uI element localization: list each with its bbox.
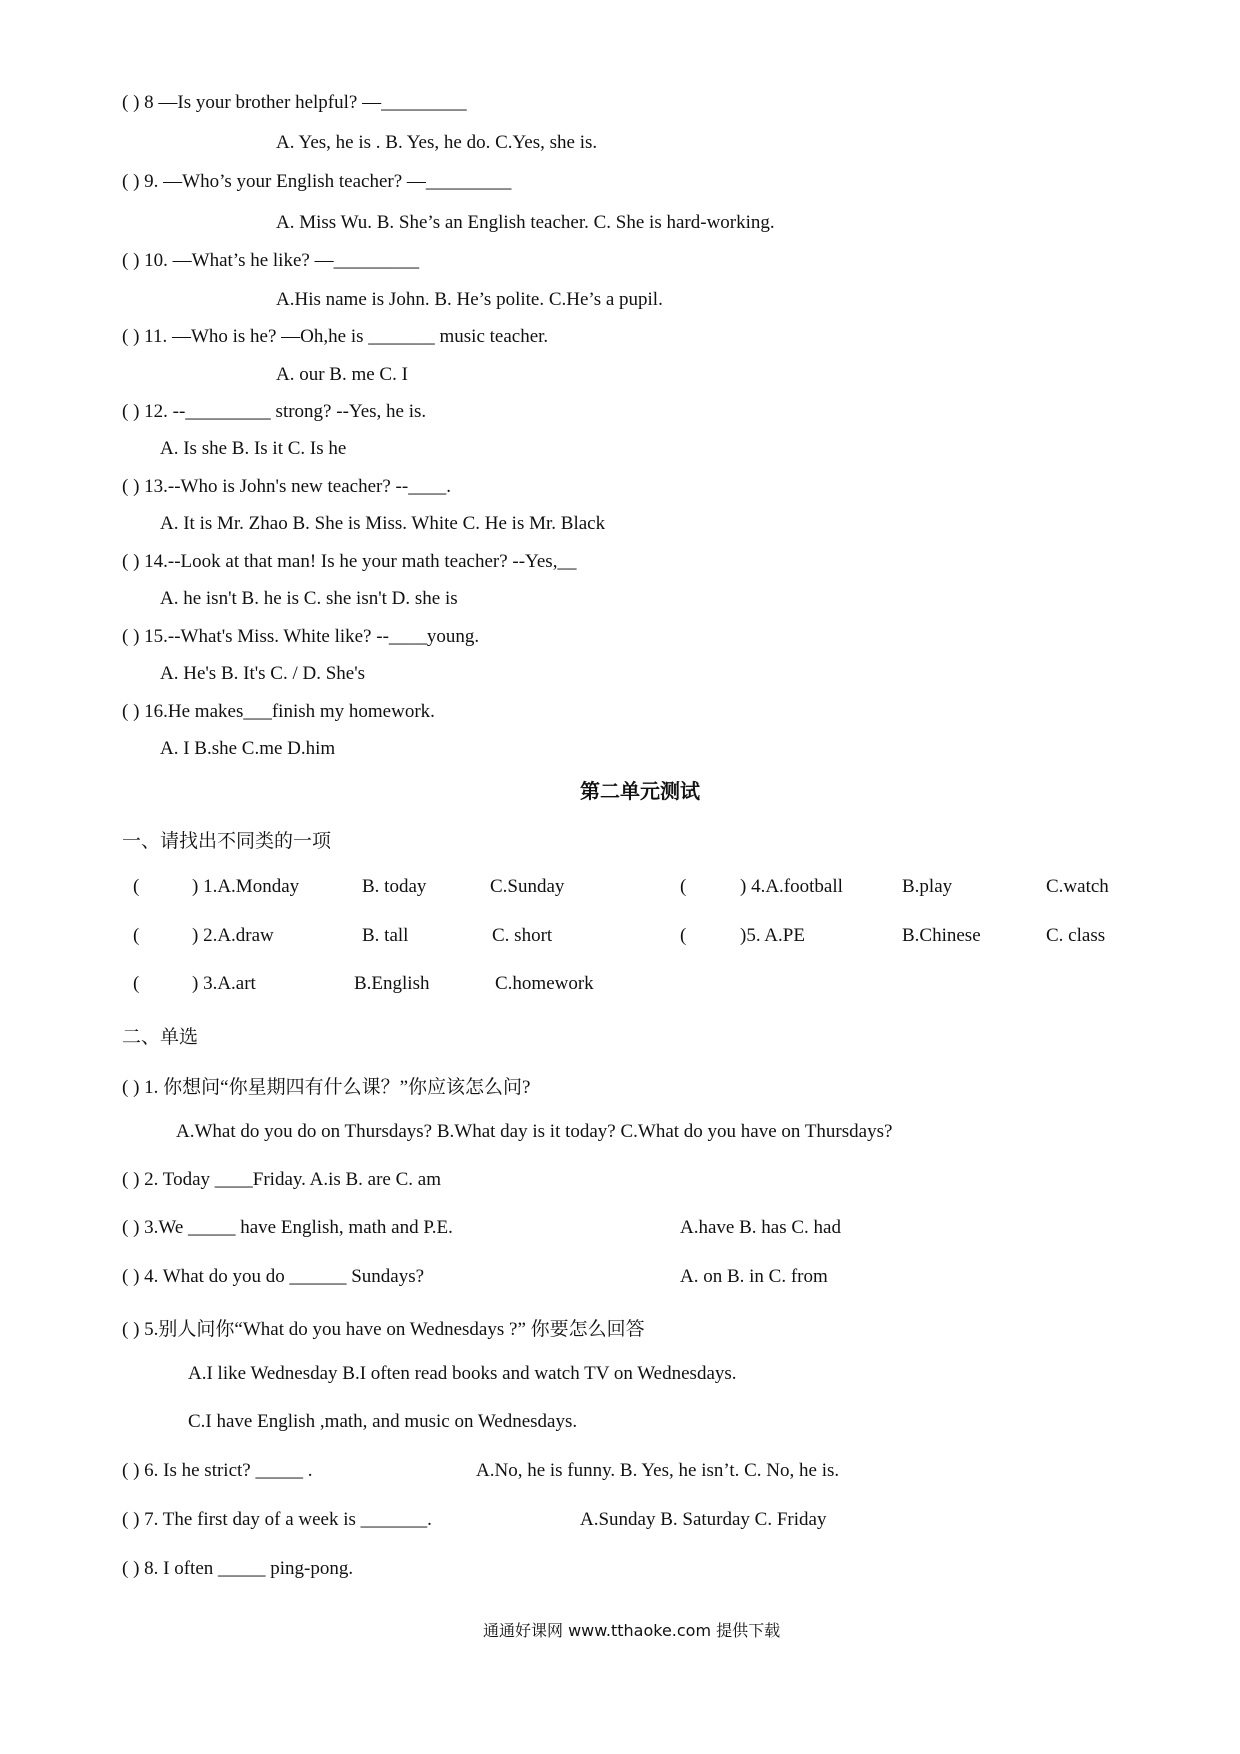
question-9-options: A. Miss Wu. B. She’s an English teacher. C. She is hard-working. (276, 212, 775, 233)
mc-question-3: ( ) 3.We _____ have English, math and P.E. (122, 1217, 453, 1238)
odd-one-out-row-2-c: C. short (492, 925, 553, 946)
footer-credit: 通通好课网 www.tthaoke.com 提供下载 (483, 1621, 781, 1640)
odd-one-out-row-4-paren: ( (680, 876, 687, 897)
mc-question-1: ( ) 1. 你想问“你星期四有什么课？”你应该怎么问? (122, 1077, 531, 1098)
question-15-options: A. He's B. It's C. / D. She's (160, 663, 366, 684)
question-16: ( ) 16.He makes___finish my homework. (122, 701, 435, 722)
mc-question-8: ( ) 8. I often _____ ping-pong. (122, 1558, 354, 1579)
mc-question-5: ( ) 5.别人问你“What do you have on Wednesdays ?” 你要怎么回答 (122, 1319, 645, 1340)
mc-question-4-options: A. on B. in C. from (680, 1266, 828, 1287)
odd-one-out-row-1-b: B. today (362, 876, 427, 897)
mc-question-5-option-c: C.I have English ,math, and music on Wednesdays. (188, 1411, 578, 1432)
odd-one-out-row-2-a: ) 2.A.draw (192, 925, 274, 946)
odd-one-out-row-4-b: B.play (902, 876, 953, 897)
question-14-options: A. he isn't B. he is C. she isn't D. she is (160, 588, 458, 609)
question-10: ( ) 10. —What’s he like? —_________ (122, 250, 420, 271)
question-13-options: A. It is Mr. Zhao B. She is Miss. White C. He is Mr. Black (160, 513, 606, 534)
odd-one-out-row-4-a: ) 4.A.football (740, 876, 843, 897)
unit2-title: 第二单元测试 (580, 779, 700, 803)
question-16-options: A. I B.she C.me D.him (160, 738, 336, 759)
mc-question-3-options: A.have B. has C. had (680, 1217, 841, 1238)
question-12-options: A. Is she B. Is it C. Is he (160, 438, 347, 459)
question-8: ( ) 8 —Is your brother helpful? —_________ (122, 92, 467, 113)
odd-one-out-row-1-paren: ( (133, 876, 140, 897)
section1-title: 一、请找出不同类的一项 (122, 830, 332, 852)
odd-one-out-row-3-a: ) 3.A.art (192, 973, 256, 994)
mc-question-2: ( ) 2. Today ____Friday. A.is B. are C. am (122, 1169, 441, 1190)
mc-question-6-options: A.No, he is funny. B. Yes, he isn’t. C. No, he is. (476, 1460, 840, 1481)
question-11-options: A. our B. me C. I (276, 364, 408, 385)
odd-one-out-row-5-a: )5. A.PE (740, 925, 805, 946)
odd-one-out-row-3-c: C.homework (495, 973, 594, 994)
odd-one-out-row-3-paren: ( (133, 973, 140, 994)
mc-question-6: ( ) 6. Is he strict? _____ . (122, 1460, 313, 1481)
odd-one-out-row-5-b: B.Chinese (902, 925, 981, 946)
odd-one-out-row-3-b: B.English (354, 973, 430, 994)
question-10-options: A.His name is John. B. He’s polite. C.He’s a pupil. (276, 289, 663, 310)
odd-one-out-row-2-b: B. tall (362, 925, 409, 946)
mc-question-7-options: A.Sunday B. Saturday C. Friday (580, 1509, 827, 1530)
mc-question-4: ( ) 4. What do you do ______ Sundays? (122, 1266, 425, 1287)
question-9: ( ) 9. —Who’s your English teacher? —_________ (122, 171, 512, 192)
question-14: ( ) 14.--Look at that man! Is he your math teacher? --Yes,__ (122, 551, 577, 572)
odd-one-out-row-4-c: C.watch (1046, 876, 1109, 897)
odd-one-out-row-2-paren: ( (133, 925, 140, 946)
mc-question-5-options-ab: A.I like Wednesday B.I often read books and watch TV on Wednesdays. (188, 1363, 737, 1384)
mc-question-1-options: A.What do you do on Thursdays? B.What day is it today? C.What do you have on Thursdays? (176, 1121, 893, 1142)
section2-title: 二、单选 (122, 1026, 199, 1048)
odd-one-out-row-1-c: C.Sunday (490, 876, 565, 897)
question-13: ( ) 13.--Who is John's new teacher? --____. (122, 476, 451, 497)
odd-one-out-row-5-paren: ( (680, 925, 687, 946)
question-12: ( ) 12. --_________ strong? --Yes, he is. (122, 401, 427, 422)
question-11: ( ) 11. —Who is he? —Oh,he is _______ music teacher. (122, 326, 549, 347)
odd-one-out-row-1-a: ) 1.A.Monday (192, 876, 300, 897)
odd-one-out-row-5-c: C. class (1046, 925, 1106, 946)
question-15: ( ) 15.--What's Miss. White like? --____young. (122, 626, 480, 647)
question-8-options: A. Yes, he is . B. Yes, he do. C.Yes, she is. (276, 132, 598, 153)
mc-question-7: ( ) 7. The first day of a week is _______. (122, 1509, 432, 1530)
